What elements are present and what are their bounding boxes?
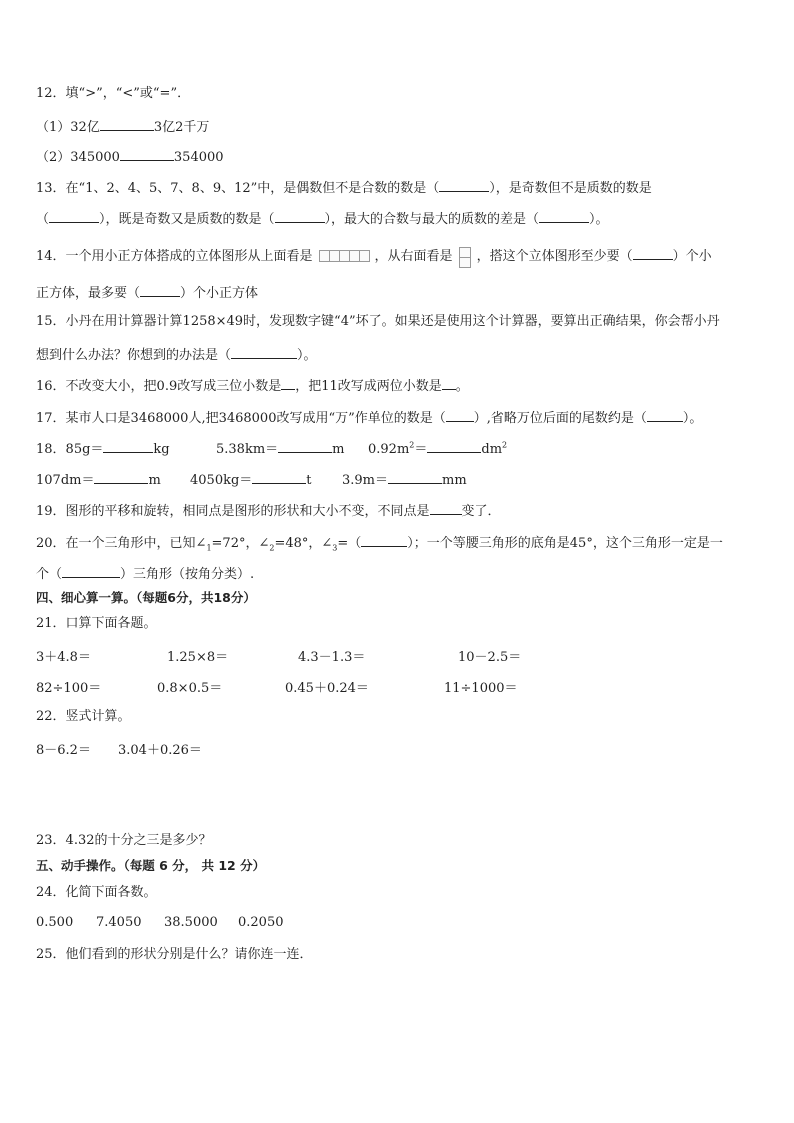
q17-blank-2[interactable] [647,407,683,422]
q18-r1-c2 [216,438,344,457]
q12-p1-right: 3亿2千万 [153,120,210,135]
q12-title: 12．填“>”，“<”或“=”． [36,86,191,101]
q16-text-b: ，把11改写成两位小数是 [295,379,442,394]
q14-text-a: 14．一个用小正方体搭成的立体图形从上面看是 [36,249,313,264]
q23-title: 23．4.32的十分之三是多少？ [36,833,212,848]
q12-part1 [36,116,209,137]
q18-r2-c2-unit: t [306,473,312,488]
q13-blank-2[interactable] [49,208,99,223]
q20-line2 [36,563,254,584]
five-squares-row-icon [319,248,369,266]
q20-sub-1: 1 [206,543,212,553]
q13-text-c: （ [36,212,50,227]
q13-text-b: ），是奇数但不是质数的数是 [489,181,652,196]
q20-text-b: =72°，∠ [211,536,270,551]
q24-item-1: 0.500 [36,915,74,930]
q18-r1-c1-text: 18．85g＝ [36,442,104,457]
q21-r1-c4: 10－2.5＝ [458,650,522,665]
q18-r1-c3-blank[interactable] [427,438,481,453]
q13-text-f: ）。 [589,212,609,227]
q21-r2-c1: 82÷100＝ [36,681,102,696]
q22-item-2: 3.04＋0.26＝ [118,743,202,758]
q20-text-c: =48°，∠ [274,536,333,551]
q12-p2-right: 354000 [173,150,224,165]
q18-r1-c3 [368,438,507,457]
q13-line1 [36,177,652,198]
q18-r1-c3-unit-sup: 2 [502,440,508,450]
q18-r2-c3-text: 3.9m＝ [342,473,389,488]
q18-r2-c1 [36,469,161,488]
q21-r2-c3: 0.45＋0.24＝ [285,681,369,696]
q13-text-e: ），最大的合数与最大的质数的差是（ [324,212,540,227]
q13-text-d: ），既是奇数又是质数的数是（ [99,212,275,227]
q17-text-c: ）。 [682,411,703,426]
q13-blank-1[interactable] [439,177,489,192]
q20-text-g: ）三角形（按角分类）. [120,567,255,582]
q19-text-a: 19．图形的平移和旋转，相同点是图形的形状和大小不变，不同点是 [36,504,430,519]
q18-r2-c2-text: 4050kg＝ [190,473,253,488]
q21-r1-c3: 4.3－1.3＝ [298,650,366,665]
q22-title: 22．竖式计算。 [36,709,131,724]
q12-p2-left: （2）345000 [36,150,120,165]
q20-text-f: 个（ [36,567,63,582]
q18-r2-c1-blank[interactable] [94,469,148,484]
q14-blank-2[interactable] [140,282,180,297]
q20-text-d: =（ [337,536,362,551]
q17-text-a: 17．某市人口是3468000人,把3468000改写成用“万”作单位的数是（ [36,411,446,426]
section-4-title: 四、细心算一算。（每题6分，共18分） [36,590,256,605]
q20-sub-2: 2 [269,543,275,553]
q25-title: 25．他们看到的形状分别是什么？请你连一连． [36,947,313,962]
q18-r1-c1-blank[interactable] [103,438,153,453]
q18-r1-c1-unit: kg [153,442,170,457]
q16-line [36,375,469,396]
q21-r2-c2: 0.8×0.5＝ [157,681,223,696]
q15-blank[interactable] [231,344,297,359]
q18-r1-c1 [36,438,170,457]
q24-item-2: 7.4050 [96,915,142,930]
q18-r1-c3-eq: ＝ [414,442,428,457]
q21-r1-c1: 3＋4.8＝ [36,650,91,665]
q17-blank-1[interactable] [446,407,474,422]
q20-text-e: ）；一个等腰三角形的底角是45°，这个三角形一定是一 [407,536,723,551]
q15-text-b: ）。 [297,348,317,363]
q18-r1-c2-text: 5.38km＝ [216,442,279,457]
section-5-title: 五、动手操作。（每题 6 分， 共 12 分） [36,858,266,873]
q13-blank-4[interactable] [539,208,589,223]
q20-text-a: 20．在一个三角形中，已知∠ [36,536,207,551]
q14-text-e: 正方体，最多要（ [36,286,141,301]
q18-r2-c3-blank[interactable] [388,469,442,484]
q14-text-d: ）个小 [672,249,712,264]
q16-blank-1[interactable] [281,375,295,390]
q18-r2-c3-unit: mm [442,473,467,488]
q14-line1 [36,245,712,267]
q14-text-f: ）个小正方体 [180,286,259,301]
q20-blank-2[interactable] [62,563,120,578]
q18-r1-c3-unit: dm [481,442,503,457]
q16-text-a: 16．不改变大小，把0.9改写成三位小数是 [36,379,282,394]
q15-text-a: 想到什么办法？你想到的办法是（ [36,348,232,363]
q24-item-3: 38.5000 [164,915,218,930]
q21-r1-c2: 1.25×8＝ [167,650,229,665]
q12-part2 [36,146,224,167]
q19-line [36,500,501,521]
q16-text-c: 。 [455,379,469,394]
q20-sub-3: 3 [332,543,338,553]
q18-r1-c3-sup: 2 [409,440,415,450]
q18-r2-c2-blank[interactable] [252,469,306,484]
q18-r2-c2 [190,469,312,488]
q24-item-4: 0.2050 [238,915,284,930]
q15-line1: 15．小丹在用计算器计算1258×49时，发现数字键“4”坏了。如果还是使用这个计算器，要算出正确结果，你会帮小丹 [36,314,720,329]
q14-blank-1[interactable] [633,245,673,260]
q14-line2 [36,282,258,303]
q21-r2-c4: 11÷1000＝ [444,681,518,696]
q14-text-c: ，搭这个立体图形至少要（ [476,249,633,264]
q18-r1-c2-blank[interactable] [278,438,332,453]
q24-title: 24．化简下面各数。 [36,885,157,900]
q13-text-a: 13．在“1、2、4、5、7、8、9、12”中，是偶数但不是合数的数是（ [36,181,440,196]
q18-r2-c1-text: 107dm＝ [36,473,95,488]
q13-line2 [36,208,609,229]
q18-r2-c3 [342,469,467,488]
q13-blank-3[interactable] [275,208,325,223]
q12-p1-left: （1）32亿 [36,120,100,135]
q19-text-b: 变了． [461,504,501,519]
q17-text-b: ）,省略万位后面的尾数约是（ [473,411,647,426]
q16-blank-2[interactable] [442,375,456,390]
q18-r1-c3-text: 0.92m [368,442,410,457]
q21-title: 21．口算下面各题。 [36,616,157,631]
q22-item-1: 8－6.2＝ [36,743,91,758]
q12-p1-blank[interactable] [100,116,154,131]
q14-text-b: ，从右面看是 [374,249,453,264]
q18-r2-c1-unit: m [148,473,161,488]
q12-p2-blank[interactable] [120,146,174,161]
q20-line1 [36,532,723,558]
q15-line2 [36,344,317,365]
q18-r1-c2-unit: m [332,442,345,457]
q17-line [36,407,702,428]
two-squares-column-icon [459,247,471,267]
q19-blank[interactable] [430,500,462,515]
q20-blank-1[interactable] [361,532,407,547]
